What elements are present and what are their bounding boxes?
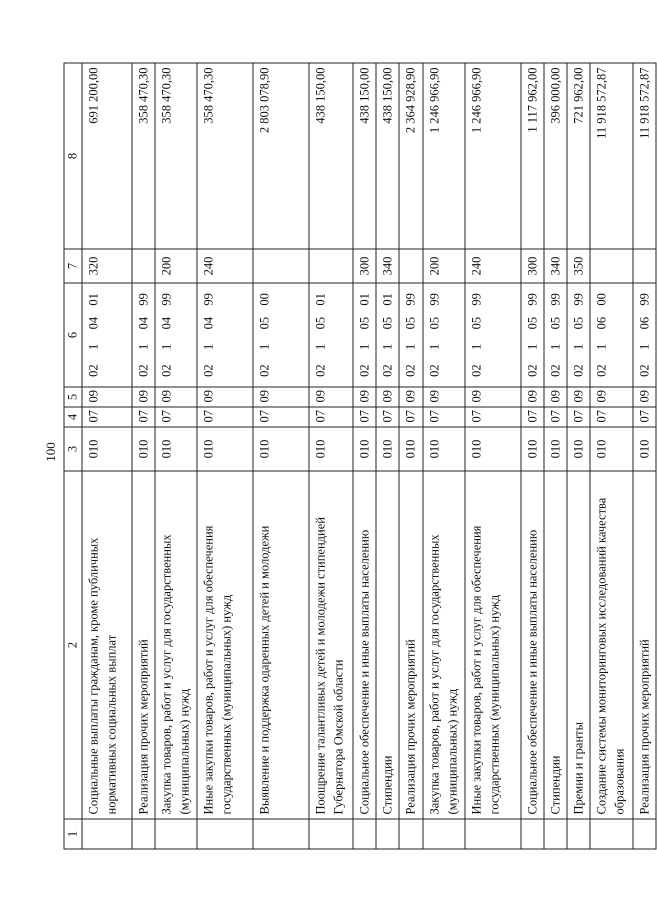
target-article-cell xyxy=(353,283,376,387)
table-row xyxy=(567,63,590,849)
expense-type-cell: 320 xyxy=(82,249,132,283)
row-name-cell: Стипендии xyxy=(376,471,399,819)
target-article-part: 99 xyxy=(201,293,216,306)
code-cell-3: 010 xyxy=(353,427,376,471)
amount-cell: 2 803 078,90 xyxy=(253,63,309,249)
target-article-part: 02 xyxy=(86,364,101,377)
target-article-part: 00 xyxy=(594,293,609,306)
amount-cell: 438 150,00 xyxy=(353,63,376,249)
code-cell-4: 07 xyxy=(465,407,521,427)
code-cell-5: 09 xyxy=(353,387,376,407)
budget-table xyxy=(64,63,657,850)
target-article-part: 1 xyxy=(427,343,441,350)
code-cell-3: 010 xyxy=(590,427,633,471)
target-article-cell xyxy=(423,283,465,387)
amount-cell: 1 246 966,90 xyxy=(423,63,465,249)
row-index-cell xyxy=(197,819,253,849)
row-name-cell: Выявление и поддержка одаренных детей и молодежи xyxy=(253,471,309,819)
target-article-cell xyxy=(521,283,544,387)
code-cell-3: 010 xyxy=(82,427,132,471)
target-article-part: 1 xyxy=(403,343,418,350)
target-article-part: 02 xyxy=(469,364,483,377)
row-index-cell xyxy=(567,819,590,849)
expense-type-cell: 240 xyxy=(197,249,253,283)
target-article-part: 05 xyxy=(357,316,372,330)
column-number: 2 xyxy=(64,471,82,819)
code-cell-5: 09 xyxy=(521,387,544,407)
code-cell-5: 09 xyxy=(132,387,155,407)
column-number: 8 xyxy=(64,63,82,249)
table-row xyxy=(590,63,633,849)
row-index-cell xyxy=(399,819,422,849)
target-article-part: 1 xyxy=(201,343,216,350)
row-index-cell xyxy=(590,819,633,849)
target-article-part: 1 xyxy=(548,343,563,350)
amount-cell: 358 470,30 xyxy=(197,63,253,249)
target-article-part: 1 xyxy=(257,343,272,350)
target-article-part: 99 xyxy=(525,293,539,306)
amount-cell: 1 117 962,00 xyxy=(521,63,544,249)
target-article-part: 04 xyxy=(86,316,101,330)
code-cell-5: 09 xyxy=(376,387,399,407)
expense-type-cell: 240 xyxy=(465,249,521,283)
row-index-cell xyxy=(82,819,132,849)
target-article-part: 04 xyxy=(136,316,151,330)
expense-type-cell xyxy=(633,249,656,283)
code-cell-5: 09 xyxy=(567,387,590,407)
target-article-part: 02 xyxy=(427,364,441,377)
target-article-part: 01 xyxy=(380,293,395,306)
row-index-cell xyxy=(633,819,656,849)
code-cell-5: 09 xyxy=(423,387,465,407)
target-article-part: 05 xyxy=(525,316,539,330)
table-row xyxy=(423,63,465,849)
target-article-cell xyxy=(399,283,422,387)
column-number: 6 xyxy=(64,283,82,387)
code-cell-3: 010 xyxy=(309,427,353,471)
expense-type-cell xyxy=(309,249,353,283)
target-article-part: 05 xyxy=(427,316,441,330)
row-name-cell: Создание системы мониторинговых исследований качества образования xyxy=(590,471,633,819)
code-cell-3: 010 xyxy=(376,427,399,471)
target-article-part: 06 xyxy=(594,316,609,330)
code-cell-4: 07 xyxy=(353,407,376,427)
expense-type-cell: 350 xyxy=(567,249,590,283)
target-article-part: 1 xyxy=(357,343,372,350)
target-article-part: 1 xyxy=(313,343,328,350)
target-article-part: 05 xyxy=(257,316,272,330)
code-cell-5: 09 xyxy=(544,387,567,407)
code-cell-4: 07 xyxy=(423,407,465,427)
target-article-part: 02 xyxy=(136,364,151,377)
target-article-part: 99 xyxy=(427,293,441,306)
expense-type-cell xyxy=(590,249,633,283)
row-index-cell xyxy=(423,819,465,849)
code-cell-5: 09 xyxy=(633,387,656,407)
code-cell-5: 09 xyxy=(309,387,353,407)
target-article-part: 99 xyxy=(571,293,586,306)
code-cell-4: 07 xyxy=(253,407,309,427)
target-article-part: 05 xyxy=(313,316,328,330)
target-article-part: 99 xyxy=(136,293,151,306)
amount-cell: 396 000,00 xyxy=(544,63,567,249)
target-article-part: 01 xyxy=(313,293,328,306)
amount-cell: 691 200,00 xyxy=(82,63,132,249)
target-article-part: 04 xyxy=(201,316,216,330)
target-article-cell xyxy=(567,283,590,387)
target-article-part: 1 xyxy=(159,343,174,350)
amount-cell: 721 962,00 xyxy=(567,63,590,249)
code-cell-3: 010 xyxy=(423,427,465,471)
row-name-cell: Реализация прочих мероприятий xyxy=(633,471,656,819)
target-article-cell xyxy=(376,283,399,387)
code-cell-4: 07 xyxy=(399,407,422,427)
code-cell-4: 07 xyxy=(544,407,567,427)
target-article-part: 1 xyxy=(637,343,652,350)
target-article-cell xyxy=(132,283,155,387)
code-cell-5: 09 xyxy=(82,387,132,407)
code-cell-3: 010 xyxy=(253,427,309,471)
target-article-part: 02 xyxy=(357,364,372,377)
target-article-part: 1 xyxy=(594,343,609,350)
expense-type-cell: 200 xyxy=(155,249,197,283)
code-cell-5: 09 xyxy=(399,387,422,407)
target-article-part: 99 xyxy=(159,293,174,306)
expense-type-cell: 340 xyxy=(376,249,399,283)
target-article-part: 02 xyxy=(380,364,395,377)
target-article-cell xyxy=(155,283,197,387)
row-index-cell xyxy=(376,819,399,849)
code-cell-4: 07 xyxy=(82,407,132,427)
code-cell-4: 07 xyxy=(155,407,197,427)
code-cell-3: 010 xyxy=(155,427,197,471)
expense-type-cell: 340 xyxy=(544,249,567,283)
code-cell-3: 010 xyxy=(465,427,521,471)
row-name-cell: Закупка товаров, работ и услуг для государственных (муниципальных) нужд xyxy=(423,471,465,819)
row-index-cell xyxy=(544,819,567,849)
code-cell-4: 07 xyxy=(590,407,633,427)
row-index-cell xyxy=(155,819,197,849)
target-article-part: 05 xyxy=(571,316,586,330)
target-article-part: 02 xyxy=(313,364,328,377)
code-cell-3: 010 xyxy=(633,427,656,471)
target-article-part: 01 xyxy=(86,293,101,306)
target-article-part: 04 xyxy=(159,316,174,330)
target-article-cell xyxy=(633,283,656,387)
target-article-cell xyxy=(82,283,132,387)
row-name-cell: Социальные выплаты гражданам, кроме публичных нормативных социальных выплат xyxy=(82,471,132,819)
target-article-cell xyxy=(465,283,521,387)
table-row xyxy=(376,63,399,849)
target-article-part: 99 xyxy=(403,293,418,306)
page-number: 100 xyxy=(43,442,58,462)
amount-cell: 438 150,00 xyxy=(376,63,399,249)
target-article-part: 99 xyxy=(469,293,483,306)
code-cell-5: 09 xyxy=(465,387,521,407)
table-row xyxy=(399,63,422,849)
column-number: 5 xyxy=(64,387,82,407)
expense-type-cell xyxy=(399,249,422,283)
column-number: 1 xyxy=(64,819,82,849)
target-article-part: 99 xyxy=(637,293,652,306)
table-row xyxy=(253,63,309,849)
target-article-part: 02 xyxy=(637,364,652,377)
amount-cell: 438 150,00 xyxy=(309,63,353,249)
target-article-cell xyxy=(253,283,309,387)
code-cell-4: 07 xyxy=(376,407,399,427)
row-index-cell xyxy=(465,819,521,849)
table-row xyxy=(465,63,521,849)
row-name-cell: Премии и гранты xyxy=(567,471,590,819)
target-article-part: 06 xyxy=(637,316,652,330)
target-article-part: 1 xyxy=(86,343,101,350)
rotated-budget-table xyxy=(64,64,652,850)
target-article-part: 1 xyxy=(469,343,483,350)
target-article-cell xyxy=(590,283,633,387)
table-row xyxy=(544,63,567,849)
target-article-cell xyxy=(309,283,353,387)
target-article-part: 02 xyxy=(403,364,418,377)
amount-cell: 11 918 572,87 xyxy=(590,63,633,249)
amount-cell: 358 470,30 xyxy=(132,63,155,249)
row-name-cell: Иные закупки товаров, работ и услуг для обеспечения государственных (муниципальных) нужд xyxy=(465,471,521,819)
row-index-cell xyxy=(132,819,155,849)
table-row xyxy=(132,63,155,849)
target-article-part: 1 xyxy=(525,343,539,350)
row-name-cell: Реализация прочих мероприятий xyxy=(132,471,155,819)
row-index-cell xyxy=(309,819,353,849)
target-article-part: 05 xyxy=(403,316,418,330)
target-article-cell xyxy=(197,283,253,387)
code-cell-3: 010 xyxy=(132,427,155,471)
target-article-part: 02 xyxy=(525,364,539,377)
target-article-part: 1 xyxy=(571,343,586,350)
amount-cell: 2 364 928,90 xyxy=(399,63,422,249)
code-cell-5: 09 xyxy=(197,387,253,407)
expense-type-cell xyxy=(253,249,309,283)
code-cell-3: 010 xyxy=(197,427,253,471)
expense-type-cell: 300 xyxy=(521,249,544,283)
code-cell-5: 09 xyxy=(590,387,633,407)
table-row xyxy=(197,63,253,849)
row-name-cell: Закупка товаров, работ и услуг для государственных (муниципальных) нужд xyxy=(155,471,197,819)
amount-cell: 1 246 966,90 xyxy=(465,63,521,249)
target-article-part: 02 xyxy=(594,364,609,377)
code-cell-5: 09 xyxy=(155,387,197,407)
row-name-cell: Социальное обеспечение и иные выплаты населению xyxy=(353,471,376,819)
code-cell-3: 010 xyxy=(544,427,567,471)
code-cell-4: 07 xyxy=(132,407,155,427)
table-row xyxy=(633,63,656,849)
row-name-cell: Поощрение талантливых детей и молодежи стипендией Губернатора Омской области xyxy=(309,471,353,819)
target-article-part: 02 xyxy=(257,364,272,377)
expense-type-cell xyxy=(132,249,155,283)
code-cell-4: 07 xyxy=(197,407,253,427)
code-cell-3: 010 xyxy=(521,427,544,471)
target-article-part: 05 xyxy=(469,316,483,330)
row-name-cell: Социальное обеспечение и иные выплаты населению xyxy=(521,471,544,819)
table-body xyxy=(82,63,656,849)
table-row xyxy=(309,63,353,849)
code-cell-3: 010 xyxy=(399,427,422,471)
target-article-part: 05 xyxy=(380,316,395,330)
amount-cell: 358 470,30 xyxy=(155,63,197,249)
code-cell-4: 07 xyxy=(567,407,590,427)
target-article-part: 02 xyxy=(201,364,216,377)
target-article-part: 00 xyxy=(257,293,272,306)
target-article-part: 02 xyxy=(571,364,586,377)
target-article-part: 01 xyxy=(357,293,372,306)
row-index-cell xyxy=(521,819,544,849)
table-row xyxy=(155,63,197,849)
table-row xyxy=(82,63,132,849)
row-name-cell: Иные закупки товаров, работ и услуг для обеспечения государственных (муниципальных) нужд xyxy=(197,471,253,819)
column-number: 7 xyxy=(64,249,82,283)
column-number-row xyxy=(64,63,82,849)
table-row xyxy=(521,63,544,849)
code-cell-5: 09 xyxy=(253,387,309,407)
code-cell-4: 07 xyxy=(309,407,353,427)
expense-type-cell: 300 xyxy=(353,249,376,283)
code-cell-3: 010 xyxy=(567,427,590,471)
target-article-part: 05 xyxy=(548,316,563,330)
target-article-part: 02 xyxy=(159,364,174,377)
code-cell-4: 07 xyxy=(521,407,544,427)
row-name-cell: Стипендии xyxy=(544,471,567,819)
target-article-cell xyxy=(544,283,567,387)
target-article-part: 1 xyxy=(380,343,395,350)
column-number: 4 xyxy=(64,407,82,427)
code-cell-4: 07 xyxy=(633,407,656,427)
column-number: 3 xyxy=(64,427,82,471)
row-index-cell xyxy=(353,819,376,849)
target-article-part: 99 xyxy=(548,293,563,306)
target-article-part: 02 xyxy=(548,364,563,377)
target-article-part: 1 xyxy=(136,343,151,350)
amount-cell: 11 918 572,87 xyxy=(633,63,656,249)
row-index-cell xyxy=(253,819,309,849)
table-row xyxy=(353,63,376,849)
expense-type-cell: 200 xyxy=(423,249,465,283)
row-name-cell: Реализация прочих мероприятий xyxy=(399,471,422,819)
